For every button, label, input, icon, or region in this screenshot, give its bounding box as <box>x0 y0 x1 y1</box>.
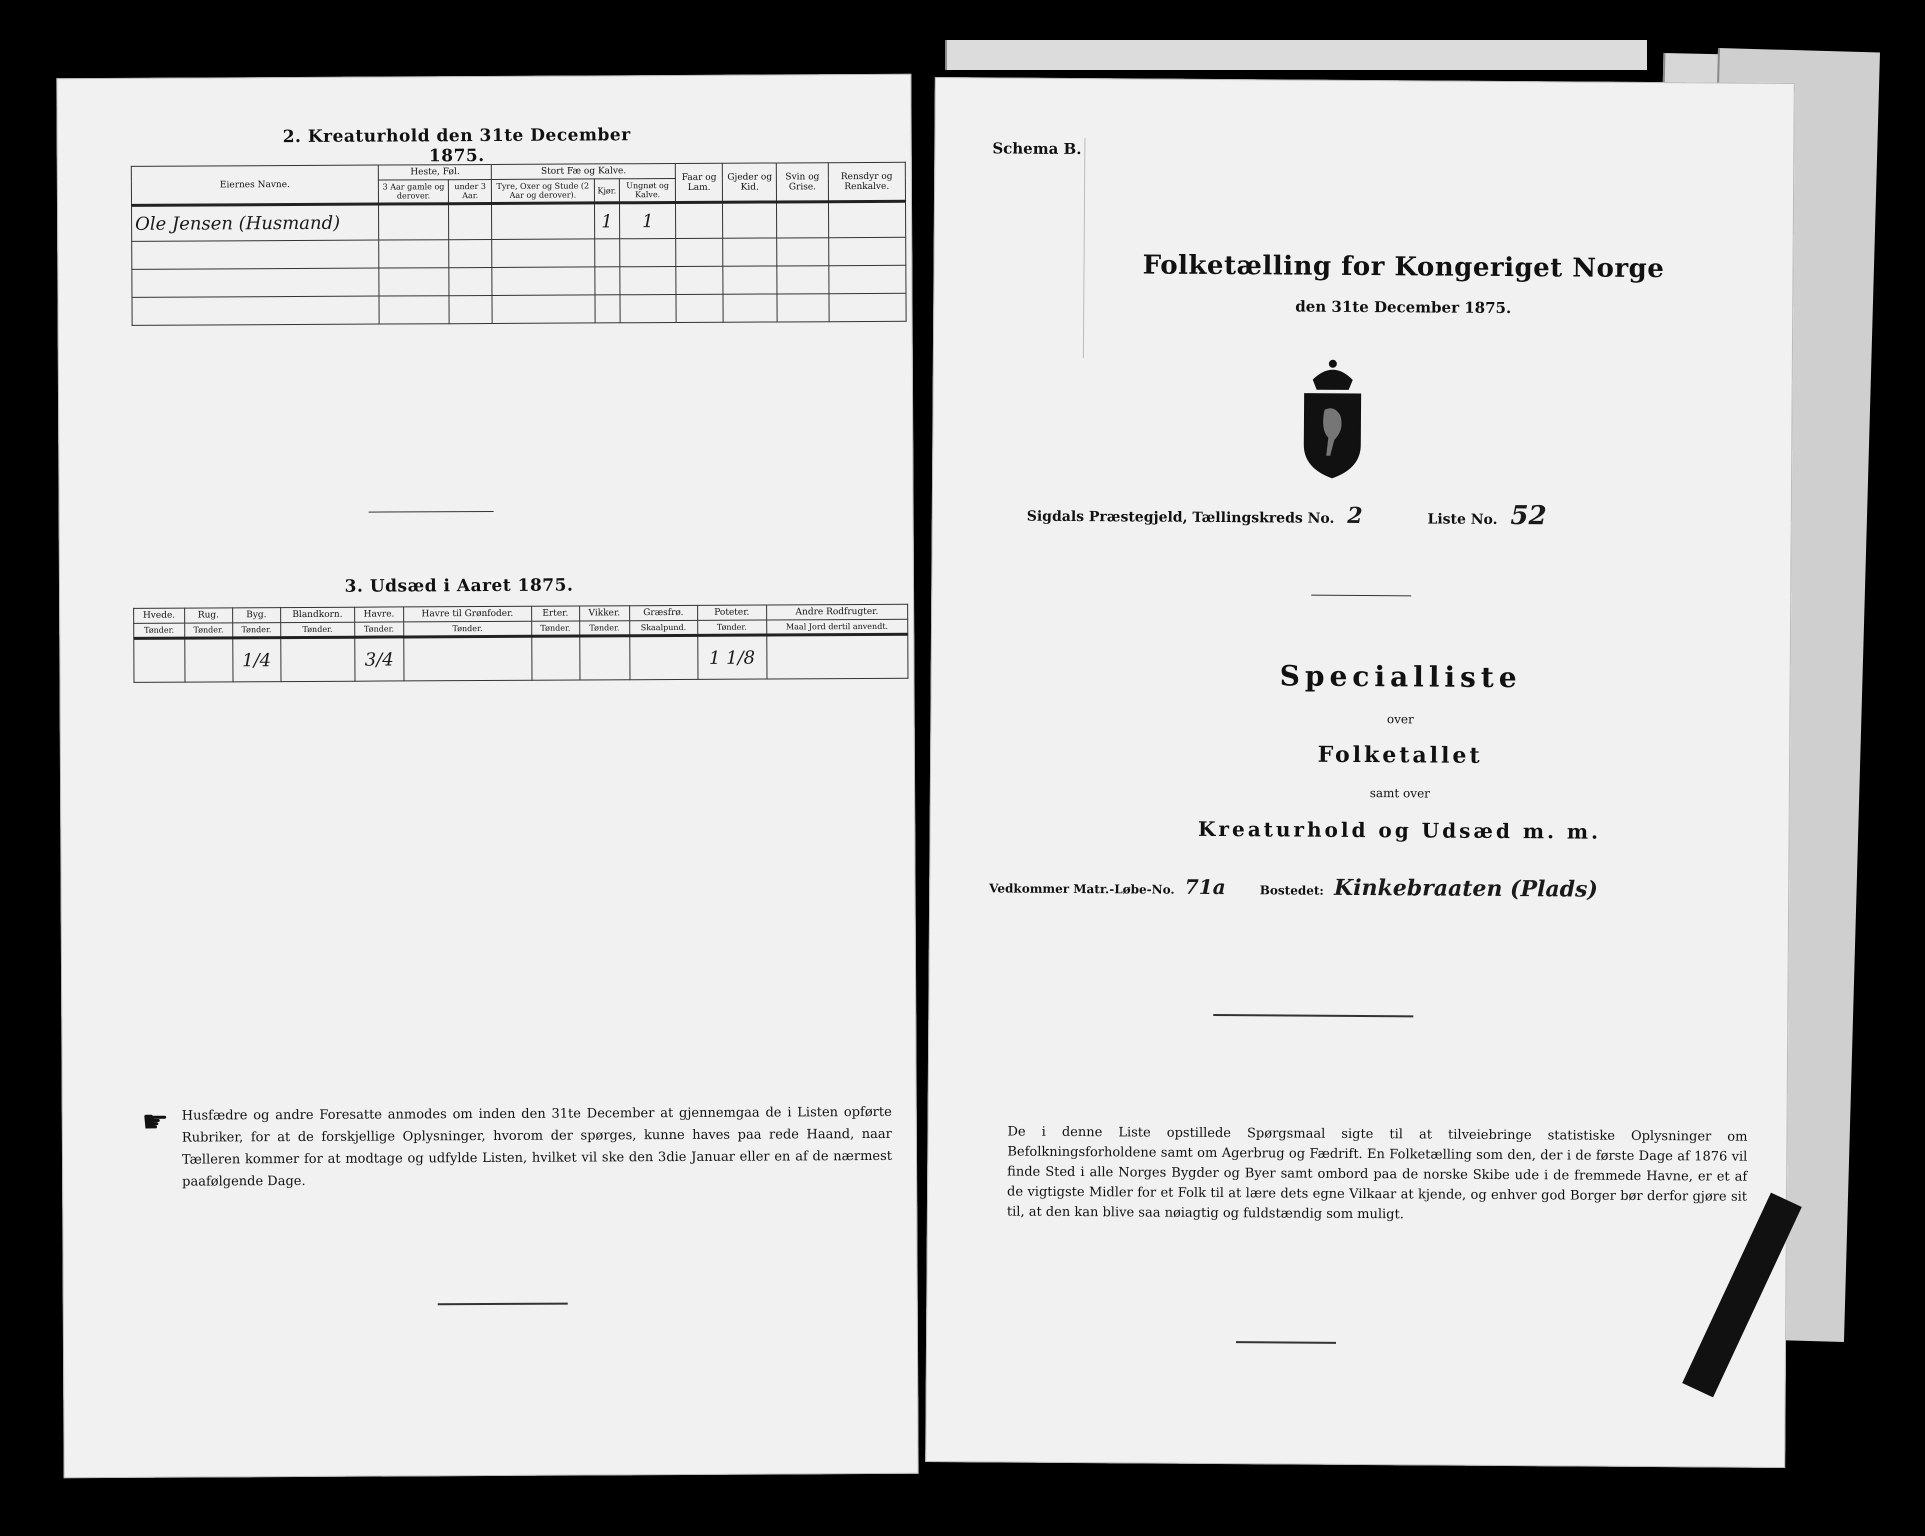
seed-value <box>629 635 697 679</box>
col-owner: Eiernes Navne. <box>131 165 378 205</box>
owner-name: Ole Jensen (Husmand) <box>132 204 379 241</box>
footer-notice: De i denne Liste opstillede Spørgsmaal sigte til at tilveiebringe statistiske Oplysninger om Befolkningsforholdene samt om Agerbrug og Fædrift. En Folketælling som den, der i de første Dage af 1876 vil finde Sted i alle Norges Bygder og Byer samt ombord paa de norske Skibe ude i de fremmede Havne, er et af de vigtigste Midler for et Folk til at lære dets egne Vilkaar at kjende, og enhver god Borger bør derfor gjøre sit til, at den kan blive saa nøiagtig og fuldstændig som muligt. <box>1006 1124 1748 1223</box>
col-pigs: Svin og Grise. <box>777 163 829 202</box>
seed-table <box>133 604 908 683</box>
matr-label: Vedkommer Matr.-Løbe-No. <box>989 881 1175 897</box>
samt-over-label: samt over <box>1369 786 1430 801</box>
seed-col-header: Byg. <box>232 608 280 623</box>
seed-value <box>579 636 629 680</box>
seed-col-header: Havre til Grønfoder. <box>403 606 531 622</box>
parish-label: Sigdals Præstegjeld, Tællingskreds No. <box>1026 508 1335 527</box>
right-page <box>925 77 1795 1468</box>
page-stack-edge <box>945 40 1647 70</box>
col-cattle-cows: Kjør. <box>594 179 620 203</box>
seed-col-header: Vikker. <box>579 606 629 621</box>
over-label: over <box>1386 712 1414 727</box>
seed-unit: Tønder. <box>579 621 629 636</box>
coat-of-arms <box>1282 349 1383 480</box>
seed-value: 1 1/8 <box>698 635 767 679</box>
seed-value: 1/4 <box>233 638 281 682</box>
col-horses-young: under 3 Aar. <box>449 179 492 203</box>
seed-col-header: Poteter. <box>697 605 766 620</box>
schema-label: Schema B. <box>992 139 1082 159</box>
seed-col-header: Rug. <box>184 608 232 623</box>
seed-col-header: Andre Rodfrugter. <box>766 604 907 620</box>
col-reindeer: Rensdyr og Renkalve. <box>828 162 906 201</box>
seed-value <box>280 637 354 681</box>
seed-col-header: Havre. <box>354 607 403 622</box>
section2-title: 2. Kreaturhold den 31te December 1875. <box>282 125 631 167</box>
col-cattle-bulls: Tyre, Oxer og Stude (2 Aar og derover). <box>492 179 594 204</box>
main-title: Folketælling for Kongeriget Norge <box>1142 250 1665 285</box>
address-line <box>989 872 1769 903</box>
bosted-value: Kinkebraaten (Plads) <box>1333 874 1598 903</box>
folketallet-label: Folketallet <box>1317 741 1483 769</box>
left-page <box>56 74 918 1478</box>
seed-value <box>531 636 579 680</box>
cows-value: 1 <box>594 203 620 239</box>
divider <box>1311 595 1411 597</box>
seed-col-header: Græsfrø. <box>629 605 697 620</box>
seed-value <box>185 638 233 682</box>
district-number: 2 <box>1347 502 1363 530</box>
seed-unit: Tønder. <box>697 620 766 635</box>
bleed-through-text <box>943 137 1086 358</box>
divider <box>1213 1014 1413 1017</box>
seed-value: 3/4 <box>355 637 404 681</box>
seed-unit: Skaalpund. <box>629 620 697 635</box>
seed-unit: Tønder. <box>134 623 185 638</box>
bosted-label: Bostedet: <box>1259 883 1324 898</box>
table-row <box>132 265 906 297</box>
divider <box>438 1303 568 1306</box>
kreaturhold-label: Kreaturhold og Udsæd m. m. <box>1198 816 1602 844</box>
col-horses-old: 3 Aar gamle og derover. <box>378 180 448 204</box>
specialliste-title: Specialliste <box>1279 659 1522 695</box>
livestock-table <box>131 162 907 326</box>
col-sheep: Faar og Lam. <box>675 163 722 202</box>
seed-col-header: Blandkorn. <box>280 607 354 622</box>
seed-col-header: Erter. <box>531 606 579 621</box>
parish-line <box>1027 498 1727 533</box>
table-row <box>132 293 906 325</box>
main-subtitle: den 31te December 1875. <box>1295 297 1512 318</box>
seed-unit: Tønder. <box>280 622 354 637</box>
seed-unit: Tønder. <box>404 621 532 637</box>
list-number: 52 <box>1510 501 1547 532</box>
seed-unit: Tønder. <box>355 622 404 637</box>
seed-value <box>404 636 532 681</box>
section3-title: 3. Udsæd i Aaret 1875. <box>344 575 574 597</box>
seed-value <box>134 638 185 682</box>
table-row <box>132 201 906 241</box>
table-row <box>134 634 908 682</box>
calves-value: 1 <box>620 203 676 239</box>
pointing-hand-icon: ☛ <box>141 1104 169 1140</box>
seed-unit: Maal Jord dertil anvendt. <box>766 619 907 635</box>
col-goats: Gjeder og Kid. <box>723 163 777 202</box>
instruction-notice: Husfædre og andre Foresatte anmodes om inden den 31te December at gjennemgaa de i Listen opførte Rubriker, for at de forskjellige Oplysninger, hvorom der spørges, kunne haves paa rede Haand, naar Tælleren kommer for at modtage og udfylde Listen, hvilket vil ske den 3die Januar eller en af de nærmest paafølgende Dage. <box>181 1104 893 1190</box>
divider <box>369 511 494 513</box>
table-row <box>132 237 906 269</box>
seed-col-header: Hvede. <box>134 608 185 623</box>
col-cattle: Stort Fæ og Kalve. <box>492 164 676 180</box>
col-cattle-calves: Ungnøt og Kalve. <box>620 179 676 203</box>
matr-number: 71a <box>1184 874 1226 900</box>
seed-unit: Tønder. <box>531 621 579 636</box>
seed-unit: Tønder. <box>184 623 232 638</box>
seed-value <box>766 634 908 679</box>
col-horses: Heste, Føl. <box>378 164 491 180</box>
divider <box>1236 1341 1336 1344</box>
list-label: Liste No. <box>1427 511 1498 528</box>
seed-unit: Tønder. <box>232 623 280 638</box>
